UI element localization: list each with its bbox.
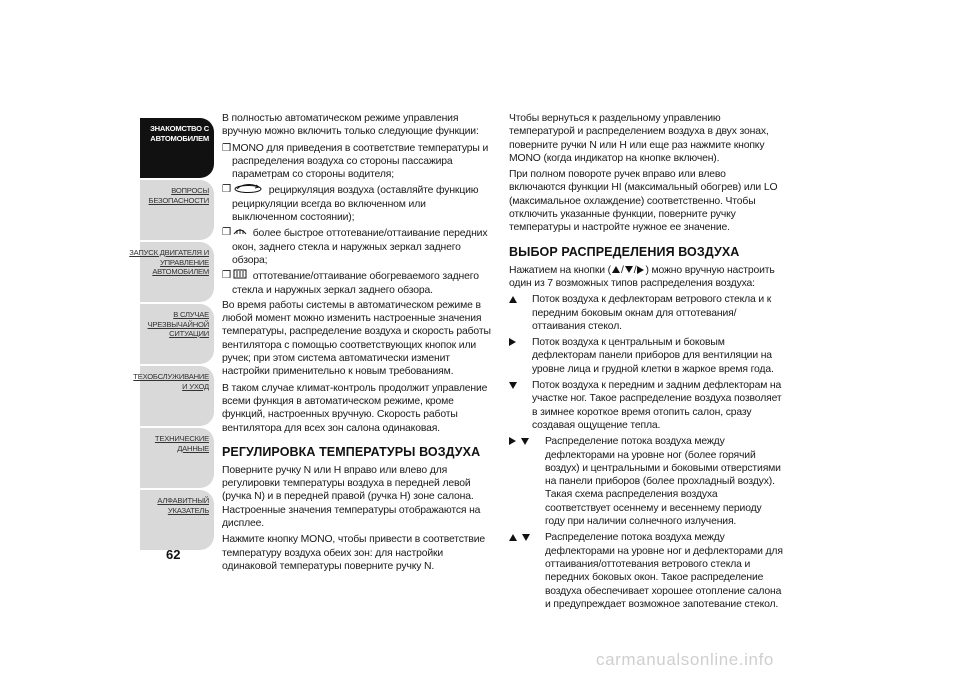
max-defrost-icon — [233, 226, 247, 240]
tab-label-line: УКАЗАТЕЛЬ — [167, 505, 209, 515]
tab-starting-driving[interactable] — [129, 242, 214, 302]
paragraph-text: ) можно вручную настроить один из 7 возможных типов распределения воздуха: — [509, 264, 775, 289]
list-item-text: более быстрое оттотевание/оттаивание передних окон, заднего стекла и наружных зеркал заднего обзора; — [232, 228, 488, 266]
list-item — [222, 142, 492, 182]
tab-vehicle-overview[interactable] — [140, 118, 214, 178]
tab-emergency[interactable] — [140, 304, 214, 364]
page-number: 62 — [166, 547, 181, 562]
arrow-down-icon — [625, 266, 633, 273]
distribution-text: Распределение потока воздуха между дефлекторами на уровне ног и дефлекторами для оттаивания/оттотевания ветрового стекла и передних боковых окон. Такое распределение воздуха обеспечивает хорошее отопление салона и предупреждает возможное запотевание стекол. — [545, 532, 783, 610]
tab-technical-data[interactable] — [140, 428, 214, 488]
distribution-item — [509, 435, 784, 528]
tab-label-line: ЗАПУСК ДВИГАТЕЛЯ И — [129, 248, 209, 257]
paragraph: Во время работы системы в автоматическом режиме в любой момент можно изменить настроенные значения температуры, распределение воздуха и скорость работы вентилятора с помощью соответствующих кнопок или ручек; при этом система автоматически изменит настройки применительно к новым требованиям. — [222, 299, 491, 378]
distribution-item — [509, 531, 784, 611]
arrow-up-icon — [509, 296, 517, 303]
paragraph: Нажатием на кнопки ( / / ) можно вручную настроить один из 7 возможных типов распределения воздуха: — [509, 264, 775, 289]
list-item — [222, 226, 492, 267]
distribution-text: Распределение потока воздуха между дефлекторами на уровне ног (более горячий воздух) и центральными и боковыми отверстиями на панели приборов (более прохладный воздух). Такая схема распределения воздуха соответствует осеннему и весеннему периоду году при наличии солнечного излучения. — [545, 436, 781, 528]
tab-label-line: ДАННЫЕ — [177, 443, 209, 453]
section-heading: РЕГУЛИРОВКА ТЕМПЕРАТУРЫ ВОЗДУХА — [222, 444, 481, 459]
arrow-up-icon — [509, 534, 517, 541]
arrow-right-icon — [509, 437, 516, 445]
right-column — [509, 112, 784, 614]
paragraph: В полностью автоматическом режиме управления вручную можно включить только следующие функции: — [222, 113, 479, 138]
distribution-item — [509, 379, 784, 432]
list-item-text: оттотевание/оттаивание обогреваемого заднего стекла и наружных зеркал заднего обзора. — [232, 271, 479, 296]
tab-label-line: АВТОМОБИЛЕМ — [150, 133, 209, 143]
tab-label-line: И УХОД — [182, 381, 209, 391]
tab-maintenance[interactable] — [133, 366, 214, 426]
tab-label-line: ТЕХОБСЛУЖИВАНИЕ — [133, 372, 209, 381]
tab-label-line: БЕЗОПАСНОСТИ — [148, 195, 209, 205]
arrow-down-icon — [521, 438, 529, 445]
distribution-text: Поток воздуха к дефлекторам ветрового стекла и к передним боковым окнам для оттотевания/оттаивания стекол. — [532, 294, 772, 332]
checkbox-bullet-icon: ❒ — [222, 142, 232, 154]
checkbox-bullet-icon: ❒ — [222, 227, 232, 239]
arrow-down-icon — [509, 382, 517, 389]
distribution-text: Поток воздуха к центральным и боковым дефлекторам панели приборов для вентиляции на уровне лица и грудной клетки в жаркое время года. — [532, 337, 774, 375]
rear-defrost-icon — [233, 269, 247, 283]
checkbox-bullet-icon: ❒ — [222, 270, 232, 282]
arrow-right-icon — [509, 338, 516, 346]
tab-index[interactable] — [140, 490, 214, 550]
paragraph: Нажмите кнопку MONO, чтобы привести в соответствие температуру воздуха обеих зон: для настройки одинаковой температуры поверните ручку N. — [222, 534, 486, 572]
watermark-footer: carmanualsonline.info — [596, 650, 774, 669]
list-item — [222, 183, 492, 224]
arrow-right-icon — [637, 266, 644, 274]
distribution-item — [509, 293, 784, 333]
left-column — [222, 112, 492, 576]
tab-label-line: УПРАВЛЕНИЕ — [160, 257, 209, 267]
tab-label-line: АЛФАВИТНЫЙ — [157, 496, 209, 505]
section-heading: ВЫБОР РАСПРЕДЕЛЕНИЯ ВОЗДУХА — [509, 244, 740, 259]
paragraph: При полном повороте ручек вправо или влево включаются функции HI (максимальный обогрев) или LO (максимальное охлаждение) соответственно. Чтобы отключить указанные функции, поверните ручку температуры и настройте нужное ее значение. — [509, 169, 778, 234]
paragraph: Поверните ручку N или H вправо или влево для регулировки температуры воздуха в передней левой (ручка N) и в передней правой (ручка H) зоне салона. Настроенные значения температуры отображаются на дисплее. — [222, 464, 481, 530]
tab-label-line: ЧРЕЗВЫЧАЙНОЙ — [147, 319, 209, 329]
paragraph: В таком случае климат-контроль продолжит управление всеми функция в автоматическом режиме, кроме функций, настроенных вручную. Скорость работы вентилятора для всех зон салона одинаковая. — [222, 382, 488, 434]
list-item — [222, 269, 492, 297]
tab-safety[interactable] — [140, 180, 214, 240]
tab-label-line: АВТОМОБИЛЕМ — [152, 267, 209, 276]
checkbox-bullet-icon: ❒ — [222, 184, 232, 196]
distribution-text: Поток воздуха к передним и задним дефлекторам на участке ног. Такое распределение воздуха позволяет в зимнее короткое время отопить салон, сразу создавая ощущение тепла. — [532, 380, 782, 431]
arrow-up-icon — [612, 266, 620, 273]
recirculation-icon — [233, 183, 263, 197]
list-item-text: MONO для приведения в соответствие температуры и распределения воздуха со стороны пассажира параметрам со стороны водителя; — [232, 142, 489, 181]
list-item-text: рециркуляция воздуха (оставляйте функцию рециркуляции всегда во включенном или выключенном состоянии); — [232, 185, 479, 224]
tab-label-line: ЗНАКОМСТВО С — [150, 124, 209, 133]
tab-label-line: ВОПРОСЫ — [171, 186, 209, 195]
distribution-item — [509, 336, 784, 376]
paragraph-text: Нажатием на кнопки ( — [509, 264, 611, 276]
tab-label-line: СИТУАЦИИ — [169, 329, 209, 338]
paragraph: Чтобы вернуться к раздельному управлению температурой и распределением воздуха в двух зонах, поверните ручки N или H или еще раз нажмите кнопку MONO (когда индикатор на кнопке включен). — [509, 113, 769, 164]
tab-label-line: В СЛУЧАЕ — [173, 310, 209, 319]
tab-label-line: ТЕХНИЧЕСКИЕ — [154, 434, 209, 443]
arrow-down-icon — [522, 534, 530, 541]
